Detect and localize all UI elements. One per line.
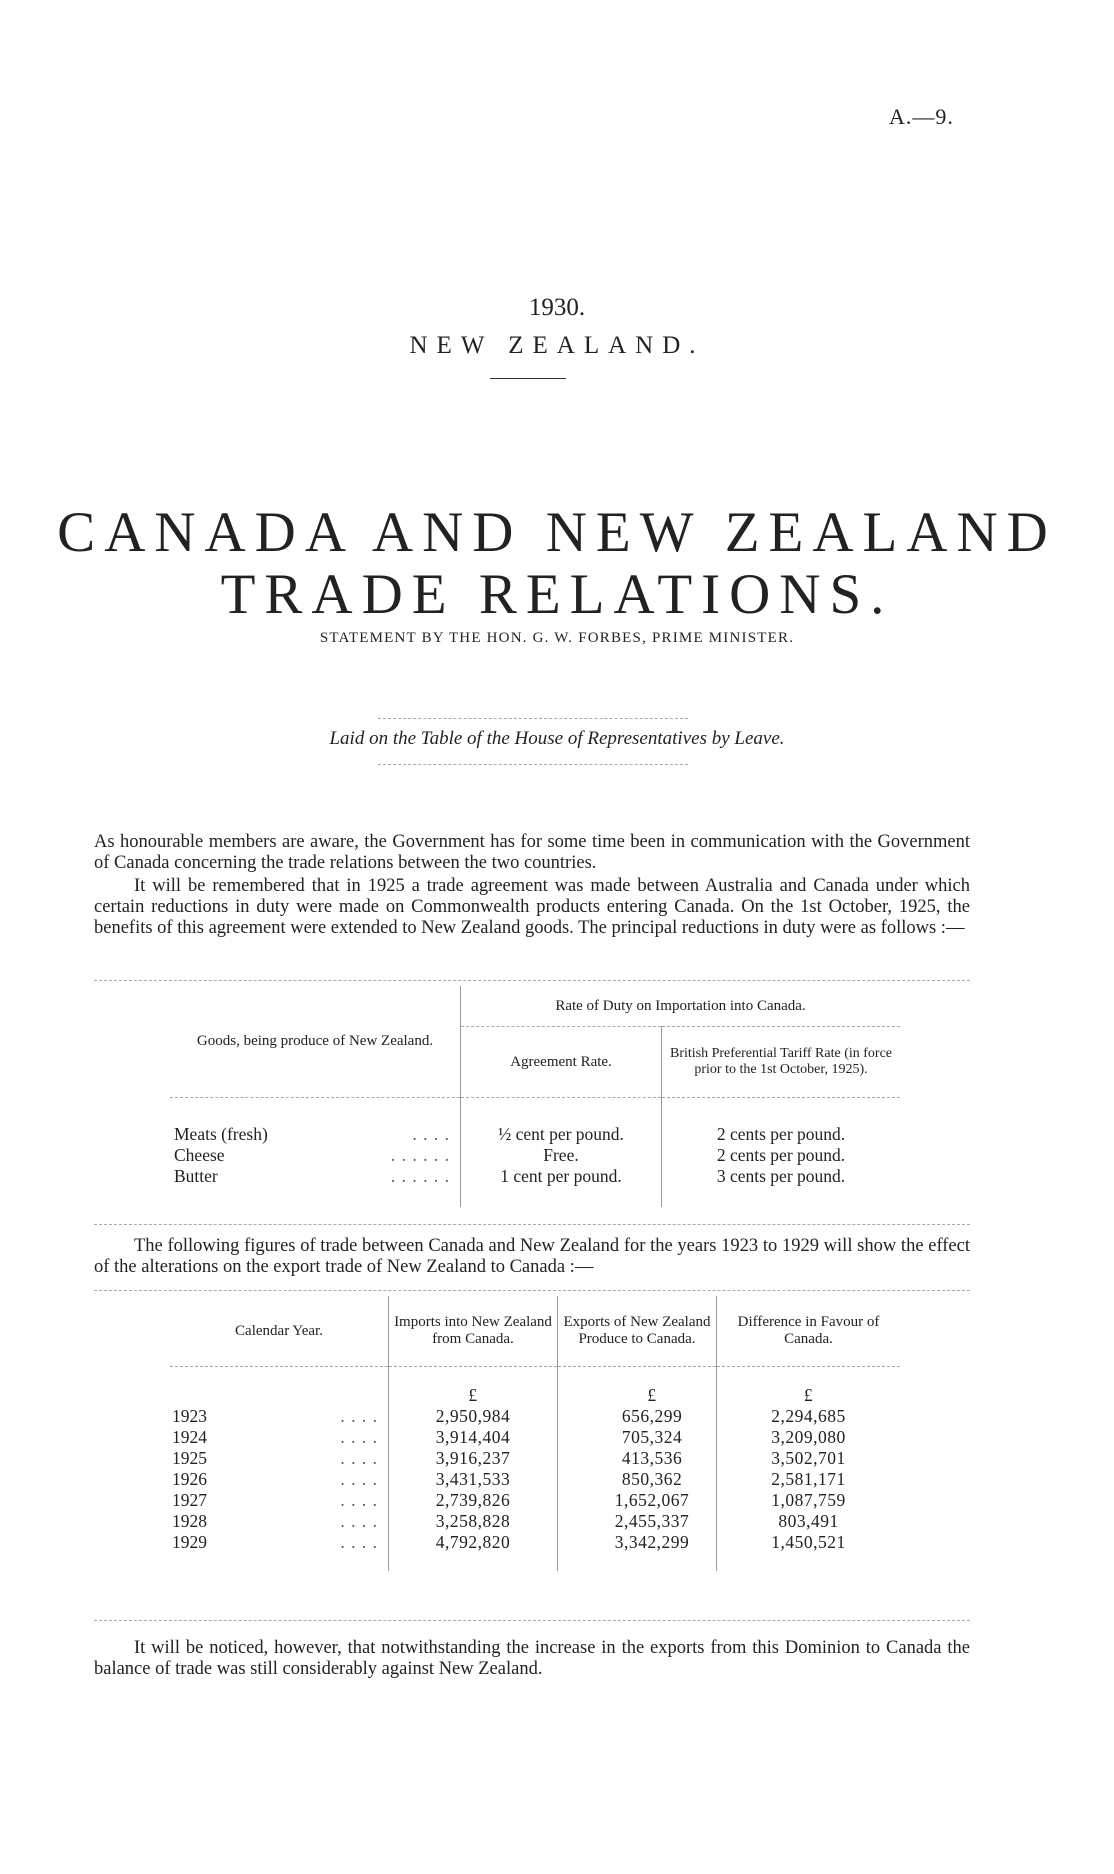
duty-goods-header: Goods, being produce of New Zealand.: [170, 986, 461, 1098]
difference-value: 3,209,080: [771, 1427, 846, 1447]
trade-year: 1926: [172, 1469, 207, 1489]
paragraph-intro: As honourable members are aware, the Government has for some time been in communication with the Government of Canada concerning the trade relations between the two countries.: [94, 832, 970, 873]
trade-year-header: Calendar Year.: [170, 1296, 389, 1367]
table-spacer: [170, 1098, 900, 1125]
laid-bottom-rule: [378, 764, 688, 765]
laid-top-rule: [378, 718, 688, 719]
currency-symbol: £: [803, 1385, 814, 1405]
currency-symbol: £: [558, 1385, 717, 1406]
agreement-rate: ½ cent per pound.: [461, 1124, 662, 1145]
exports-value: 2,455,337: [558, 1511, 717, 1532]
trade-difference-header: Difference in Favour of Canada.: [717, 1296, 901, 1367]
title-line-2: TRADE RELATIONS.: [220, 563, 894, 626]
british-rate: 2 cents per pound.: [716, 1145, 846, 1165]
table1-top-rule: [94, 980, 970, 981]
exports-value: 705,324: [558, 1427, 717, 1448]
exports-value: 3,342,299: [558, 1532, 717, 1553]
trade-year: 1924: [172, 1427, 207, 1447]
duty-table: [170, 986, 900, 1207]
title-line-1: CANADA AND NEW ZEALAND: [57, 501, 1057, 564]
difference-value: 2,581,171: [771, 1469, 846, 1489]
exports-value: 1,652,067: [558, 1490, 717, 1511]
trade-year: 1927: [172, 1490, 207, 1510]
table2-bottom-rule: [94, 1620, 970, 1621]
table-row: 1926 . . . . 3,431,533 850,362 2,581,171: [170, 1469, 900, 1490]
table-row: Butter . . . . . . 1 cent per pound. 3 cents per pound.: [170, 1166, 900, 1187]
trade-imports-header: Imports into New Zealand from Canada.: [389, 1296, 558, 1367]
imports-value: 2,739,826: [389, 1490, 558, 1511]
imports-value: 4,792,820: [389, 1532, 558, 1553]
trade-year: 1923: [172, 1406, 207, 1426]
difference-value: 3,502,701: [771, 1448, 846, 1468]
document-year: 1930.: [528, 294, 586, 321]
table-spacer: [170, 1553, 900, 1571]
duty-rate-group-header: Rate of Duty on Importation into Canada.: [461, 986, 901, 1027]
document-reference: A.—9.: [889, 104, 954, 129]
difference-value: 1,087,759: [771, 1490, 846, 1510]
currency-row: [170, 1385, 900, 1406]
imports-value: 3,258,828: [389, 1511, 558, 1532]
agreement-rate: 1 cent per pound.: [461, 1166, 662, 1187]
british-rate: 3 cents per pound.: [716, 1166, 846, 1186]
exports-value: 850,362: [558, 1469, 717, 1490]
trade-exports-header: Exports of New Zealand Produce to Canada.: [558, 1296, 717, 1367]
currency-symbol: £: [389, 1385, 558, 1406]
goods-name: Meats (fresh): [174, 1124, 268, 1144]
paragraph-trade-figures: The following figures of trade between Canada and New Zealand for the years 1923 to 1929 will show the effect of the alterations on the export trade of New Zealand to Canada :—: [94, 1236, 970, 1277]
difference-value: 1,450,521: [771, 1532, 846, 1552]
imports-value: 3,431,533: [389, 1469, 558, 1490]
table-row: 1924 . . . . 3,914,404 705,324 3,209,080: [170, 1427, 900, 1448]
exports-value: 656,299: [558, 1406, 717, 1427]
trade-year: 1929: [172, 1532, 207, 1552]
table-row: 1923 . . . . 2,950,984 656,299 2,294,685: [170, 1406, 900, 1427]
laid-on-table-note: Laid on the Table of the House of Representatives by Leave.: [329, 728, 785, 749]
exports-value: 413,536: [558, 1448, 717, 1469]
paragraph-agreement: It will be remembered that in 1925 a trade agreement was made between Australia and Canada under which certain reductions in duty were made on Commonwealth products entering Canada. On the 1st October, 1925, the benefits of this agreement were extended to New Zealand goods. The principal reductions in duty were as follows :—: [94, 876, 970, 938]
table-row: 1928 . . . . 3,258,828 2,455,337 803,491: [170, 1511, 900, 1532]
trade-year: 1928: [172, 1511, 207, 1531]
table-row: Cheese . . . . . . Free. 2 cents per pound.: [170, 1145, 900, 1166]
table-row: 1925 . . . . 3,916,237 413,536 3,502,701: [170, 1448, 900, 1469]
table-spacer: [170, 1187, 900, 1207]
trade-table: [170, 1296, 900, 1571]
difference-value: 2,294,685: [771, 1406, 846, 1426]
imports-value: 3,916,237: [389, 1448, 558, 1469]
trade-year: 1925: [172, 1448, 207, 1468]
imports-value: 2,950,984: [389, 1406, 558, 1427]
duty-agreement-header: Agreement Rate.: [461, 1027, 662, 1098]
british-rate: 2 cents per pound.: [716, 1124, 846, 1144]
imports-value: 3,914,404: [389, 1427, 558, 1448]
table-spacer: [170, 1367, 900, 1386]
subtitle: STATEMENT BY THE HON. G. W. FORBES, PRIME MINISTER.: [319, 630, 795, 646]
table1-bottom-rule: [94, 1224, 970, 1225]
paragraph-balance: It will be noticed, however, that notwithstanding the increase in the exports from this Dominion to Canada the balance of trade was still considerably against New Zealand.: [94, 1638, 970, 1679]
duty-british-header: British Preferential Tariff Rate (in force prior to the 1st October, 1925).: [669, 1046, 893, 1077]
difference-value: 803,491: [778, 1511, 839, 1531]
header-divider: [490, 378, 566, 379]
table-row: 1929 . . . . 4,792,820 3,342,299 1,450,521: [170, 1532, 900, 1553]
table2-top-rule: [94, 1290, 970, 1291]
table-row: Meats (fresh) . . . . ½ cent per pound. 2 cents per pound.: [170, 1124, 900, 1145]
document-country: NEW ZEALAND.: [409, 332, 705, 359]
agreement-rate: Free.: [461, 1145, 662, 1166]
goods-name: Butter: [174, 1166, 218, 1186]
goods-name: Cheese: [174, 1145, 225, 1165]
table-row: 1927 . . . . 2,739,826 1,652,067 1,087,759: [170, 1490, 900, 1511]
